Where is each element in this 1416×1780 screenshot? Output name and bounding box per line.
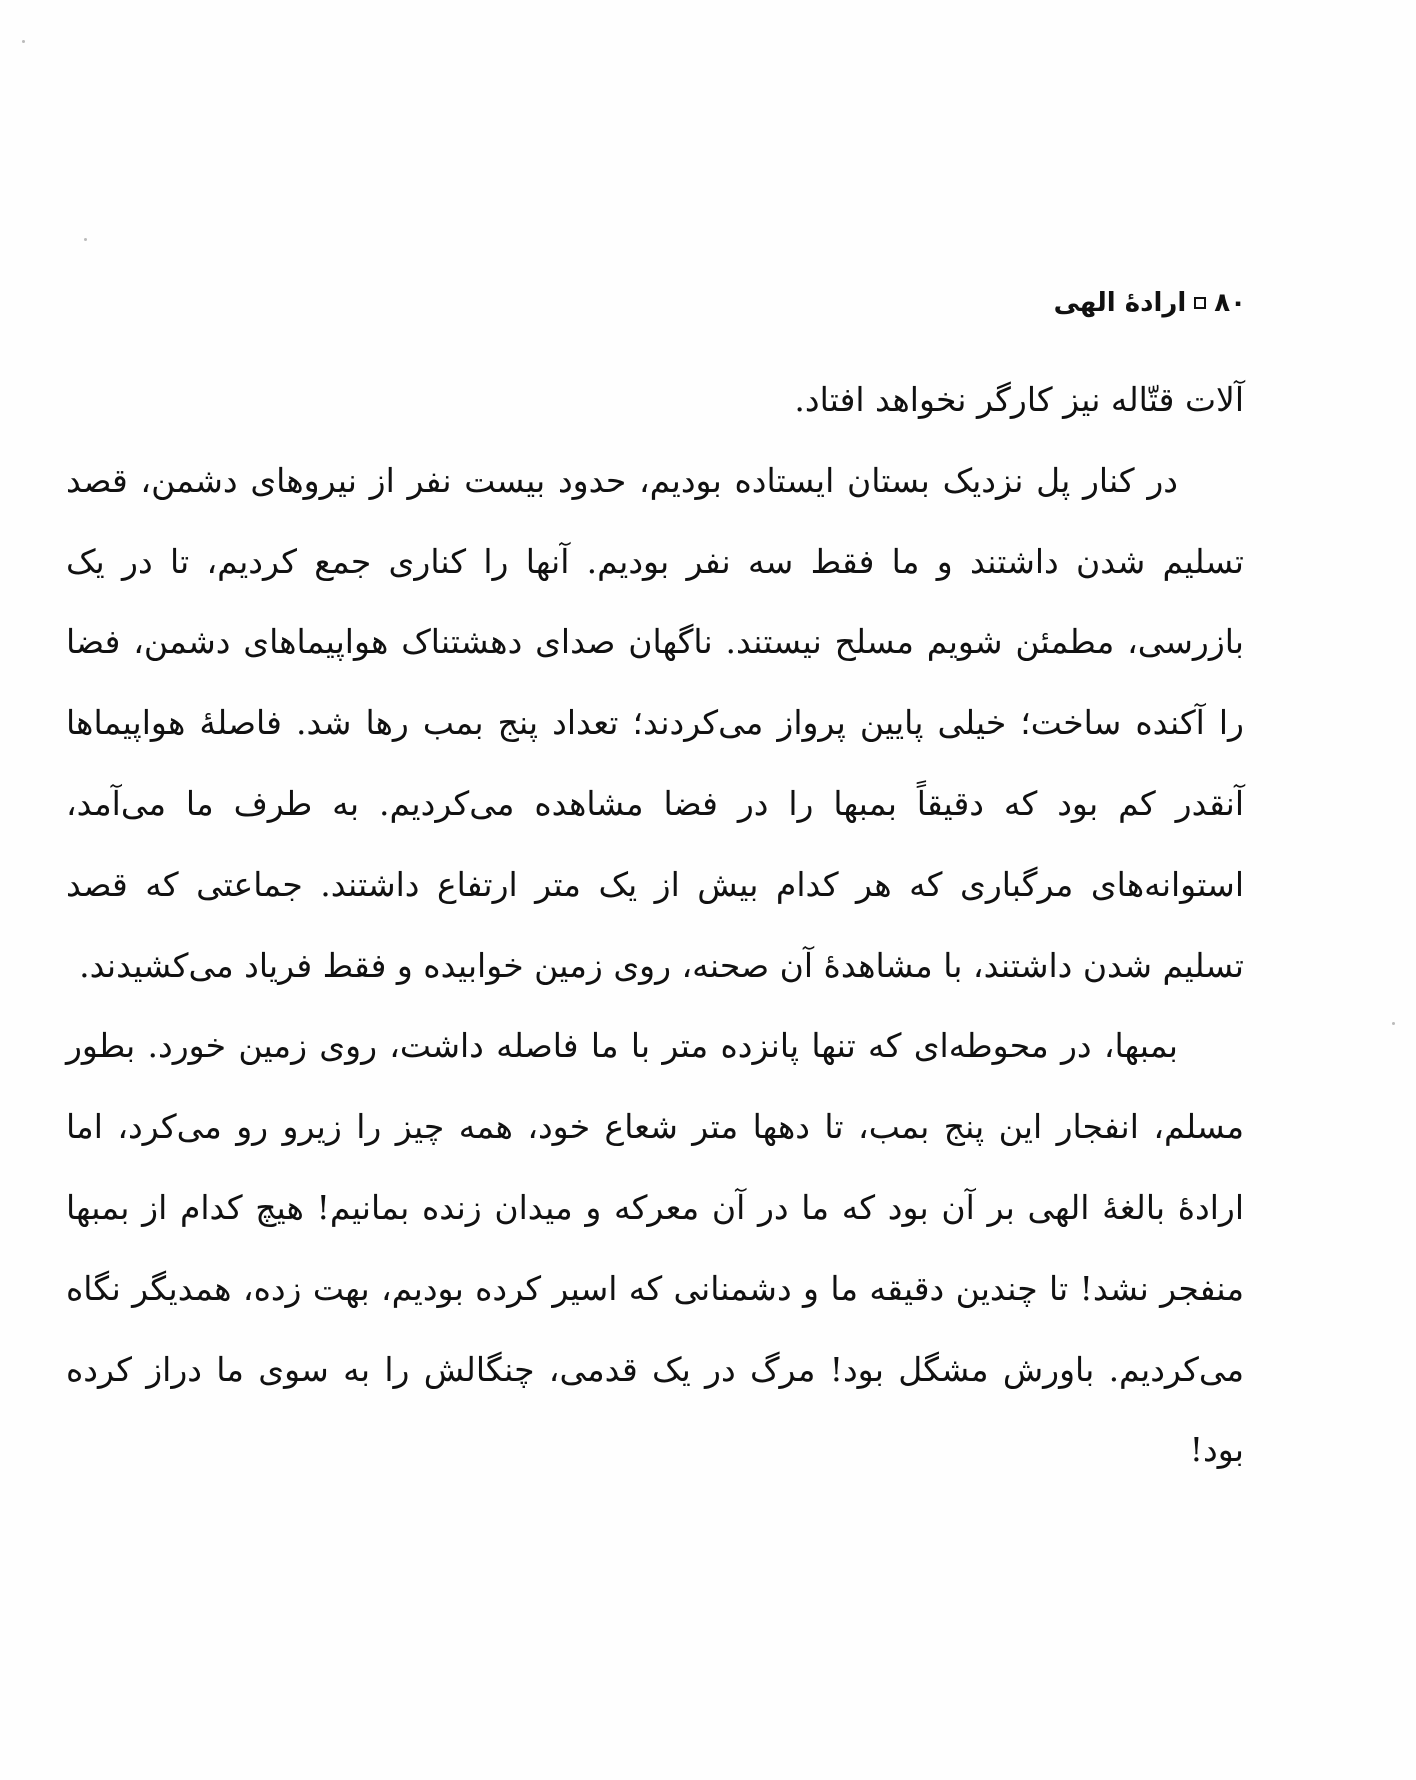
paragraph: در کنار پل نزدیک بستان ایستاده بودیم، حدود بیست نفر از نیروهای دشمن، قصد تسلیم شدن داشتند و ما فقط سه نفر بودیم. آنها را کناری جمع کردیم، تا در یک بازرسی، مطمئن شویم مسلح نیستند. ناگهان صدای دهشتناک هواپیماهای دشمن، فضا را آکنده ساخت؛ خیلی پایین پرواز می‌کردند؛ تعداد پنج بمب رها شد. فاصلهٔ هواپیماها آنقدر کم بود که دقیقاً بمبها را در فضا مشاهده می‌کردیم. به طرف ما می‌آمد، استوانه‌های مرگباری که هر کدام بیش از یک متر ارتفاع داشتند. جماعتی که قصد تسلیم شدن داشتند، با مشاهدهٔ آن صحنه، روی زمین خوابیده و فقط فریاد می‌کشیدند.	[66, 460, 1244, 985]
paragraph: بمبها، در محوطه‌ای که تنها پانزده متر با ما فاصله داشت، روی زمین خورد. بطور مسلم، انفجار این پنج بمب، تا دهها متر شعاع خود، همه چیز را زیرو رو می‌کرد، اما ارادهٔ بالغهٔ الهی بر آن بود که ما در آن معرکه و میدان زنده بمانیم! هیچ کدام از بمبها منفجر نشد! تا چندین دقیقه ما و دشمنانی که اسیر کرده بودیم، بهت زده، همدیگر نگاه می‌کردیم. باورش مشگل بود! مرگ در یک قدمی، چنگالش را به سوی ما دراز کرده بود!	[66, 1026, 1244, 1470]
scan-speck	[84, 238, 87, 241]
scan-speck	[22, 40, 25, 43]
running-title: ارادهٔ الهی	[1053, 288, 1187, 318]
page-number: ۸۰	[1214, 288, 1246, 318]
paragraph-continuation: آلات قتّاله نیز کارگر نخواهد افتاد.	[794, 380, 1244, 419]
body-text	[66, 360, 1244, 1491]
page-header	[1054, 288, 1246, 318]
square-separator-icon	[1194, 297, 1206, 309]
scan-speck	[1392, 1022, 1395, 1025]
